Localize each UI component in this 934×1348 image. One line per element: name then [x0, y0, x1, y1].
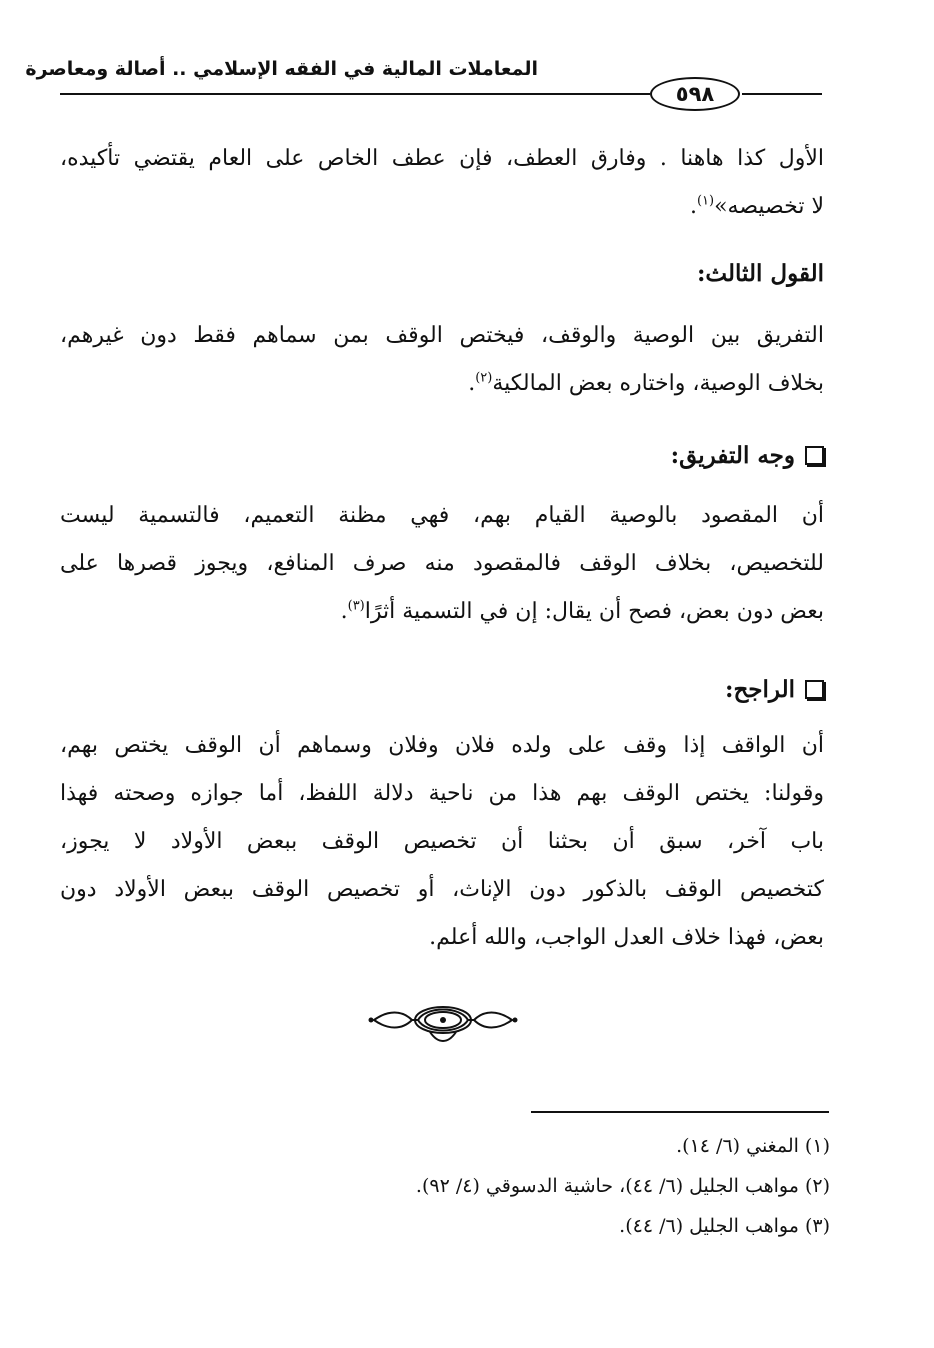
text-fragment: . — [468, 371, 476, 396]
footnote-item: (٢) مواهب الجليل (٦/ ٤٤)، حاشية الدسوقي (٤/ ٩٢). — [415, 1175, 830, 1197]
paragraph-third-view — [60, 312, 824, 408]
square-bullet-icon — [805, 680, 824, 699]
footnote-item: (١) المغني (٦/ ١٤). — [676, 1135, 830, 1157]
text-fragment: . — [340, 599, 348, 624]
text-fragment: بعض دون بعض، فصح أن يقال: إن في التسمية أثرًا — [364, 599, 824, 624]
text-line — [60, 360, 824, 408]
text-fragment: بخلاف الوصية، واختاره بعض المالكية — [492, 371, 824, 396]
text-line: التفريق بين الوصية والوقف، فيختص الوقف بمن سماهم فقط دون غيرهم، — [60, 323, 824, 348]
text-line: أن المقصود بالوصية القيام بهم، فهي مظنة التعميم، فالتسمية ليست — [60, 503, 824, 528]
section-heading-preferred — [725, 666, 824, 714]
text-line: بعض، فهذا خلاف العدل الواجب، والله أعلم. — [429, 925, 824, 950]
text-line: وقولنا: يختص الوقف بهم هذا من ناحية دلالة اللفظ، أما جوازه وصحته فهذا — [60, 781, 824, 806]
header-rule-left — [60, 93, 650, 95]
heading-label: الراجح: — [724, 676, 795, 703]
text-fragment: . — [689, 194, 697, 219]
header-rule-right — [742, 93, 822, 95]
footnote-item: (٣) مواهب الجليل (٦/ ٤٤). — [619, 1215, 830, 1237]
text-fragment: لا تخصيصه» — [714, 194, 824, 219]
text-line: الأول كذا هاهنا . وفارق العطف، فإن عطف الخاص على العام يقتضي تأكيده، — [60, 146, 824, 171]
paragraph-continuation — [60, 135, 824, 231]
text-line: كتخصيص الوقف بالذكور دون الإناث، أو تخصيص الوقف ببعض الأولاد دون — [60, 877, 824, 902]
paragraph-reason — [60, 492, 824, 636]
square-bullet-icon — [805, 446, 824, 465]
section-heading-reason — [671, 432, 824, 480]
text-line: أن الواقف إذا وقف على ولده فلان وفلان وسماهم أن الوقف يختص بهم، — [60, 733, 824, 758]
decorative-divider-icon — [368, 1000, 518, 1046]
footnotes-list — [130, 1126, 830, 1246]
text-line: باب آخر، سبق أن بحثنا أن تخصيص الوقف ببعض الأولاد لا يجوز، — [60, 829, 824, 854]
text-line — [60, 588, 824, 636]
footnote-separator — [531, 1111, 829, 1113]
section-heading-third-view: القول الثالث: — [696, 260, 824, 287]
page-number: ٥٩٨ — [650, 77, 740, 111]
text-line — [60, 183, 824, 231]
running-title: المعاملات المالية في الفقه الإسلامي .. أصالة ومعاصرة — [25, 58, 538, 80]
footnote-ref: (٢) — [475, 370, 493, 386]
footnote-ref: (١) — [696, 193, 715, 209]
heading-label: وجه التفريق: — [670, 442, 795, 469]
footnote-ref: (٣) — [347, 598, 365, 614]
text-line: للتخصيص، بخلاف الوقف فالمقصود منه صرف المنافع، ويجوز قصرها على — [60, 551, 824, 576]
paragraph-preferred — [60, 722, 824, 962]
